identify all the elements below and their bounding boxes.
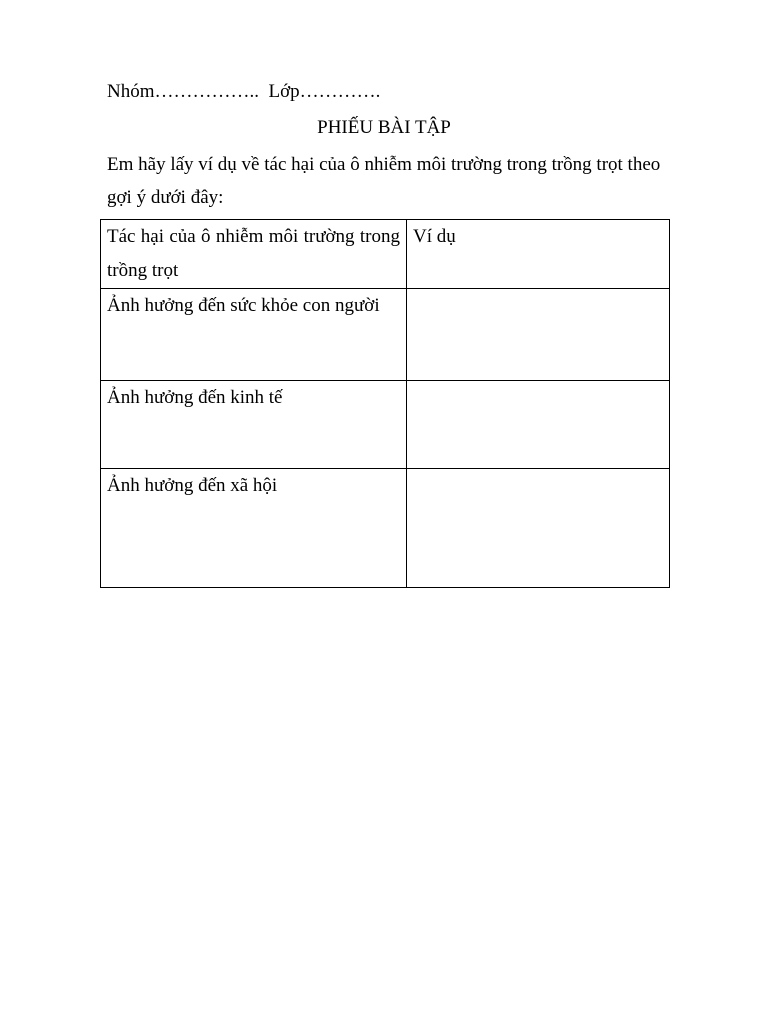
header-line <box>107 80 380 104</box>
harm-cell-health: Ảnh hưởng đến sức khỏe con người <box>101 289 407 381</box>
group-label: Nhóm…………….. <box>107 81 259 102</box>
class-label: Lớp…………. <box>268 81 381 102</box>
table-row <box>101 289 670 381</box>
header-cell-harm: Tác hại của ô nhiễm môi trường trong trồng trọt <box>101 220 407 289</box>
table-row <box>101 381 670 469</box>
table-header-row <box>101 220 670 289</box>
instruction-text: Em hãy lấy ví dụ về tác hại của ô nhiễm môi trường trong trồng trọt theo gợi ý dưới đây: <box>107 154 661 208</box>
header-cell-example: Ví dụ <box>407 220 670 289</box>
example-cell-society[interactable] <box>407 469 670 588</box>
worksheet-table <box>100 219 670 588</box>
harm-cell-society: Ảnh hưởng đến xã hội <box>101 469 407 588</box>
harm-cell-economy: Ảnh hưởng đến kinh tế <box>101 381 407 469</box>
table-row <box>101 469 670 588</box>
example-cell-health[interactable] <box>407 289 670 381</box>
page-title: PHIẾU BÀI TẬP <box>317 117 451 138</box>
example-cell-economy[interactable] <box>407 381 670 469</box>
